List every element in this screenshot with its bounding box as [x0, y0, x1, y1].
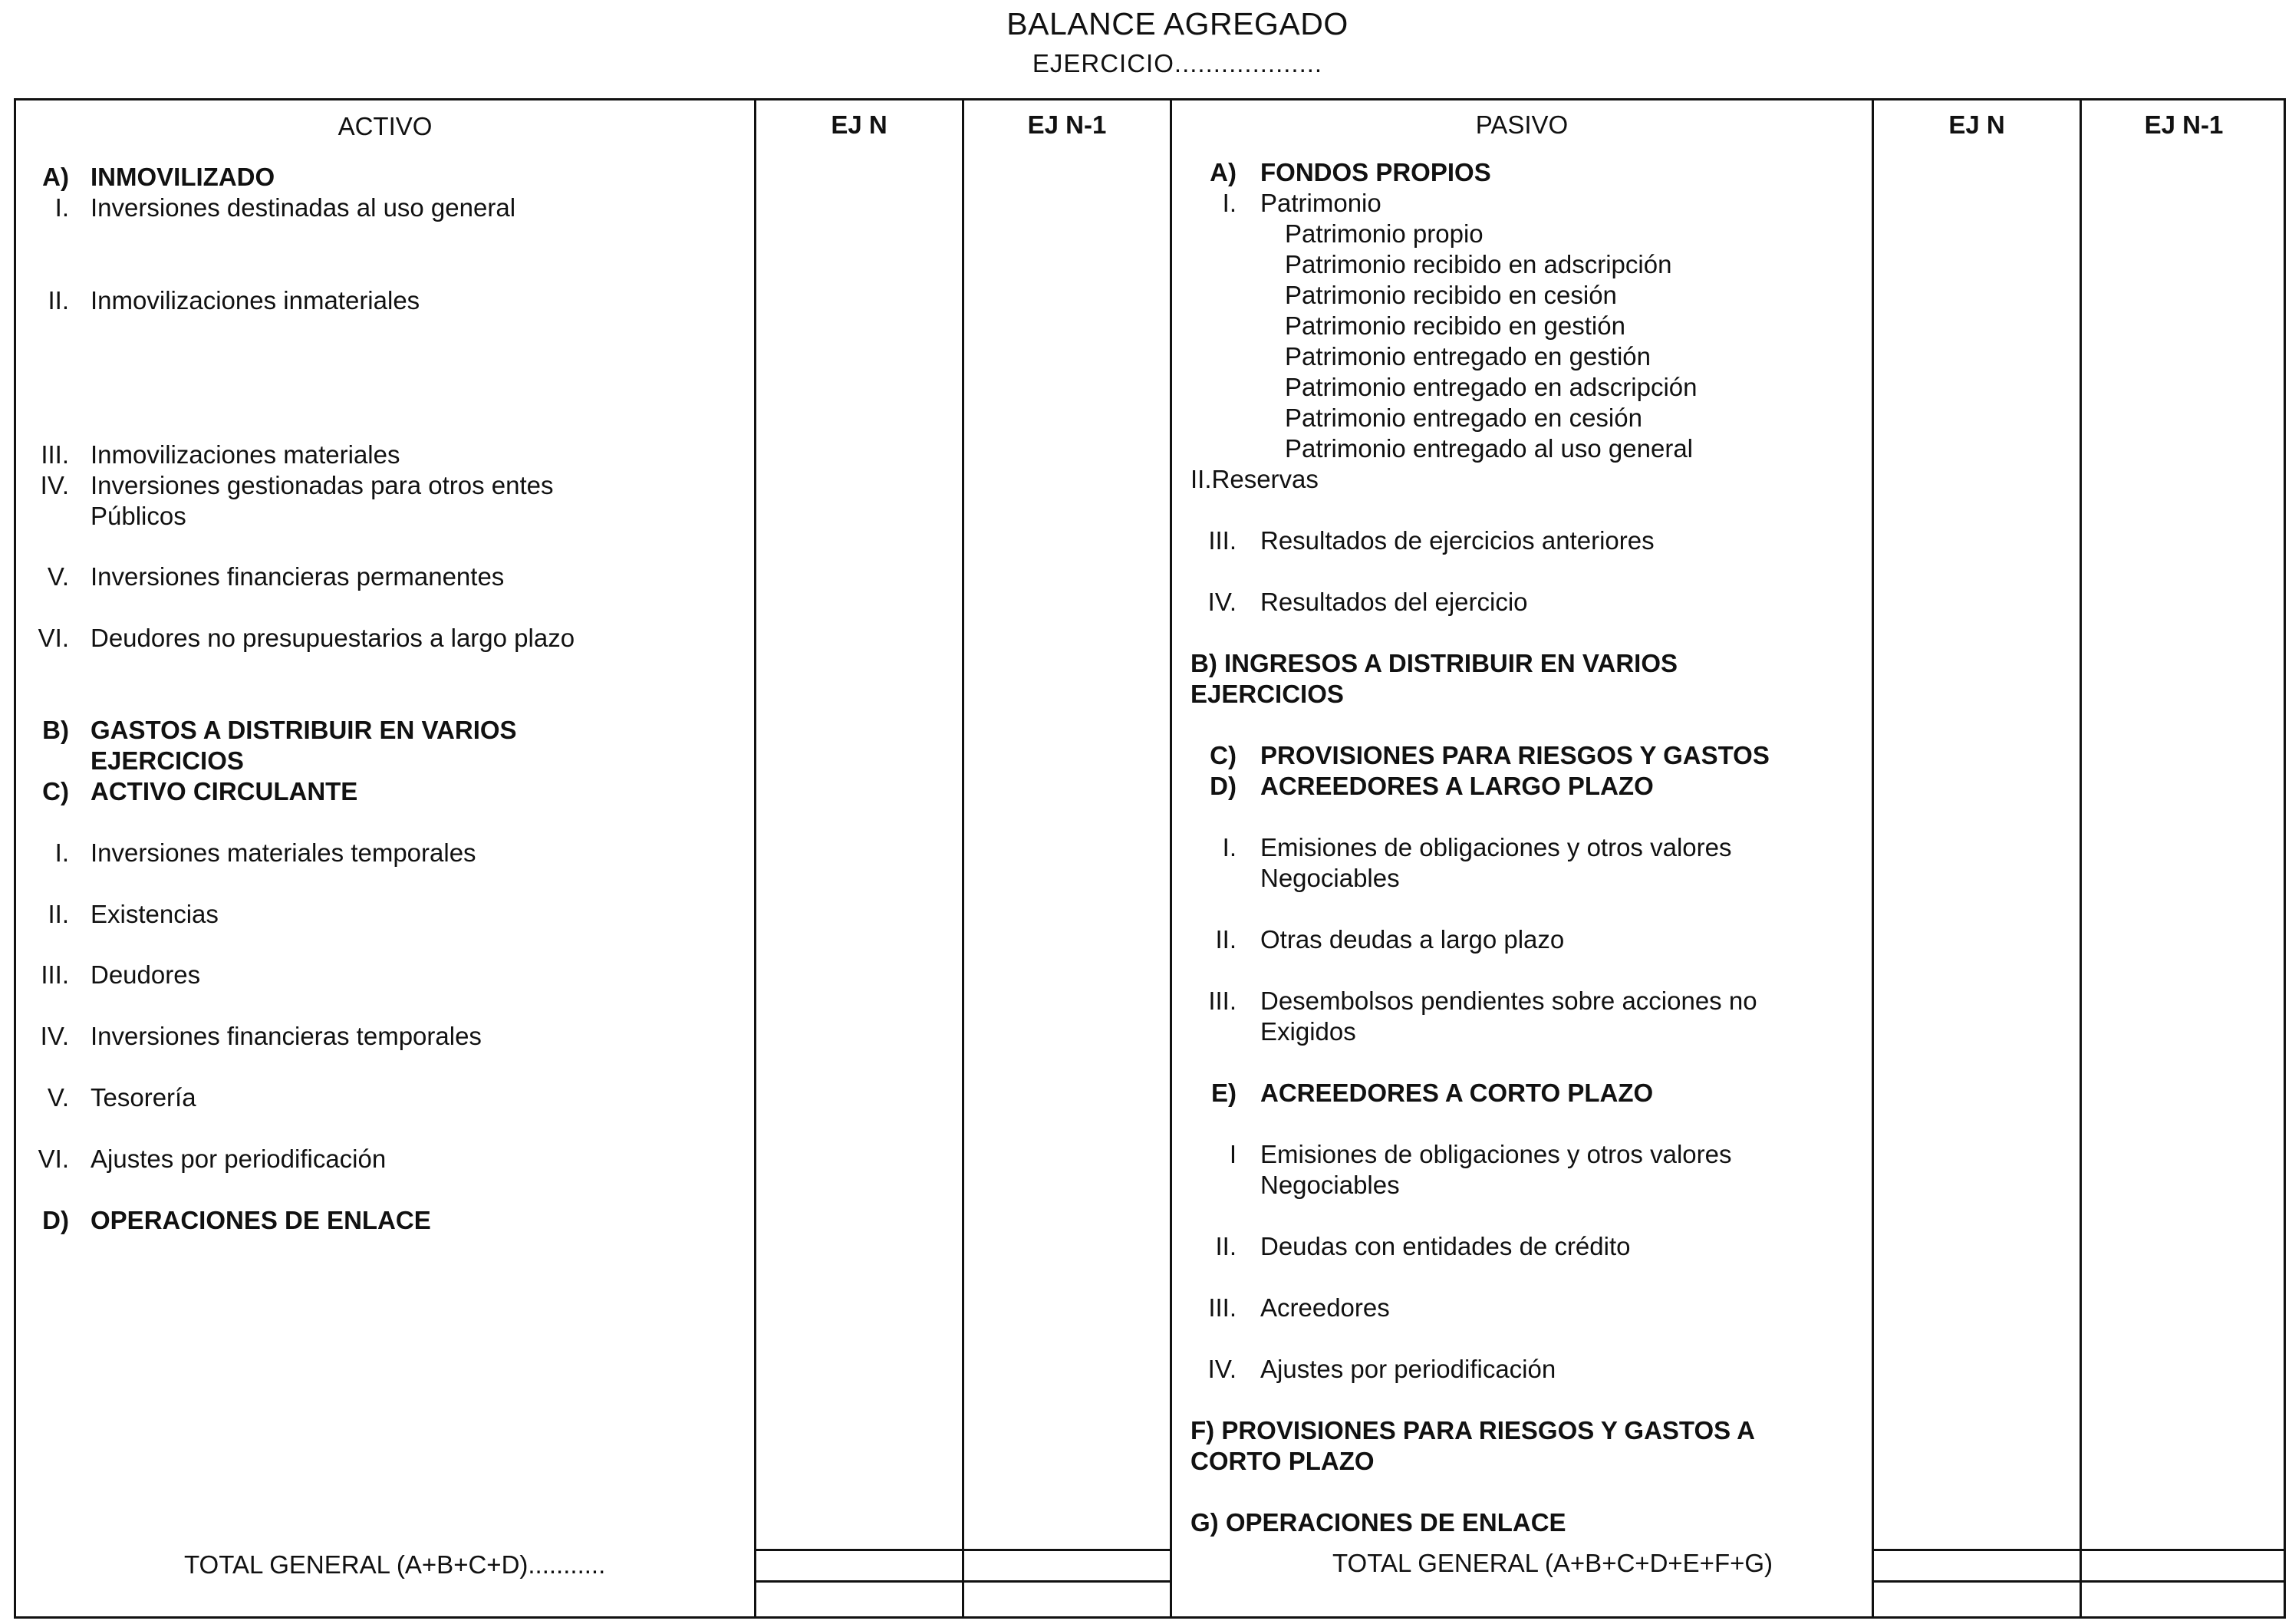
pasivo-line-number: E) [1211, 1079, 1237, 1107]
pasivo-line-number: I. [1222, 189, 1237, 217]
activo-line-number: IV. [40, 1022, 69, 1050]
activo-line-text: EJERCICIOS [91, 746, 244, 775]
pasivo-line-text: Emisiones de obligaciones y otros valores [1260, 833, 1732, 861]
activo-col-ejn1: EJ N-1 [1027, 110, 1107, 139]
pasivo-line-text: Patrimonio recibido en cesión [1285, 281, 1617, 309]
activo-line-number: VI. [38, 1145, 69, 1173]
pasivo-line-number: C) [1210, 741, 1237, 769]
activo-line-text: Deudores no presupuestarios a largo plazo [91, 624, 575, 652]
pasivo-line-text: Patrimonio entregado en gestión [1285, 342, 1651, 371]
activo-line-text: Deudores [91, 960, 201, 989]
pasivo-line-number: III. [1208, 987, 1237, 1015]
pasivo-line-text: CORTO PLAZO [1190, 1447, 1375, 1475]
activo-line-number: A) [42, 163, 69, 191]
total-row-line [1872, 1580, 2286, 1583]
total-row-line [754, 1549, 1172, 1551]
page-subtitle: EJERCICIO................... [1032, 49, 1323, 77]
activo-line-text: Inversiones financieras permanentes [91, 562, 505, 591]
activo-line-number: I. [54, 838, 69, 867]
activo-line-text: Inmovilizaciones inmateriales [91, 286, 420, 315]
pasivo-line-text: Deudas con entidades de crédito [1260, 1232, 1631, 1260]
activo-line-number: D) [42, 1206, 69, 1234]
pasivo-line-text: PROVISIONES PARA RIESGOS Y GASTOS [1260, 741, 1770, 769]
total-row-line [1872, 1549, 2286, 1551]
pasivo-line-number: IV. [1207, 588, 1237, 616]
pasivo-line-text: Resultados de ejercicios anteriores [1260, 526, 1655, 555]
activo-line-number: VI. [38, 624, 69, 652]
column-divider [2080, 98, 2082, 1619]
pasivo-line-text: Patrimonio propio [1285, 219, 1484, 248]
pasivo-line-text: ACREEDORES A LARGO PLAZO [1260, 772, 1654, 800]
pasivo-line-number: II. [1215, 925, 1237, 954]
pasivo-line-text: Negociables [1260, 1171, 1400, 1199]
pasivo-line-text: Patrimonio recibido en gestión [1285, 311, 1625, 340]
activo-line-number: V. [47, 562, 69, 591]
pasivo-total-label: TOTAL GENERAL (A+B+C+D+E+F+G) [1332, 1549, 1773, 1577]
pasivo-line-number: III. [1208, 526, 1237, 555]
activo-line-number: III. [41, 440, 69, 469]
activo-line-text: GASTOS A DISTRIBUIR EN VARIOS [91, 716, 517, 744]
activo-line-text: Inversiones materiales temporales [91, 838, 476, 867]
activo-line-text: Inversiones destinadas al uso general [91, 193, 516, 222]
pasivo-line-number: II. [1215, 1232, 1237, 1260]
pasivo-line-text: EJERCICIOS [1190, 680, 1344, 708]
activo-line-text: Tesorería [91, 1083, 196, 1112]
activo-line-number: III. [41, 960, 69, 989]
pasivo-line-number: III. [1208, 1293, 1237, 1322]
page-title: BALANCE AGREGADO [1006, 6, 1349, 41]
pasivo-line-text: ACREEDORES A CORTO PLAZO [1260, 1079, 1654, 1107]
pasivo-line-text: Ajustes por periodificación [1260, 1355, 1556, 1383]
pasivo-line-text: Patrimonio entregado en adscripción [1285, 373, 1698, 401]
pasivo-line-text: Patrimonio entregado en cesión [1285, 404, 1642, 432]
activo-line-number: V. [47, 1083, 69, 1112]
activo-line-text: Inversiones financieras temporales [91, 1022, 482, 1050]
pasivo-line-text: Patrimonio recibido en adscripción [1285, 250, 1672, 278]
activo-line-number: B) [42, 716, 69, 744]
activo-line-number: C) [42, 777, 69, 805]
activo-line-text: ACTIVO CIRCULANTE [91, 777, 358, 805]
pasivo-line-number: IV. [1207, 1355, 1237, 1383]
activo-line-number: II. [48, 900, 69, 928]
pasivo-line-text: Patrimonio [1260, 189, 1381, 217]
activo-line-text: Existencias [91, 900, 219, 928]
pasivo-line-text: FONDOS PROPIOS [1260, 158, 1491, 186]
pasivo-header: PASIVO [1475, 110, 1569, 139]
pasivo-line-text: Acreedores [1260, 1293, 1390, 1322]
pasivo-line-text: Emisiones de obligaciones y otros valores [1260, 1140, 1732, 1168]
pasivo-line-number: A) [1210, 158, 1237, 186]
pasivo-line-number: D) [1210, 772, 1237, 800]
pasivo-line-text: Desembolsos pendientes sobre acciones no [1260, 987, 1757, 1015]
pasivo-line-text: Exigidos [1260, 1017, 1356, 1046]
activo-line-number: II. [48, 286, 69, 315]
pasivo-line-number: I [1229, 1140, 1237, 1168]
activo-header: ACTIVO [338, 112, 433, 140]
pasivo-line-text: Resultados del ejercicio [1260, 588, 1528, 616]
column-divider [1872, 98, 1874, 1619]
column-divider [962, 98, 964, 1619]
column-divider [1170, 98, 1172, 1619]
activo-line-text: Inmovilizaciones materiales [91, 440, 400, 469]
total-row-line [754, 1580, 1172, 1583]
activo-total-label: TOTAL GENERAL (A+B+C+D)........... [184, 1550, 606, 1579]
pasivo-line-text: G) OPERACIONES DE ENLACE [1190, 1508, 1566, 1537]
pasivo-line-text: Otras deudas a largo plazo [1260, 925, 1565, 954]
activo-line-text: OPERACIONES DE ENLACE [91, 1206, 431, 1234]
activo-line-number: IV. [40, 471, 69, 499]
activo-line-text: Ajustes por periodificación [91, 1145, 387, 1173]
pasivo-col-ejn1: EJ N-1 [2144, 110, 2224, 139]
activo-line-text: Públicos [91, 502, 186, 530]
pasivo-col-ejn: EJ N [1948, 110, 2005, 139]
pasivo-line-text: Patrimonio entregado al uso general [1285, 434, 1694, 463]
pasivo-line-text: II.Reservas [1190, 465, 1319, 493]
activo-col-ejn: EJ N [831, 110, 887, 139]
pasivo-line-number: I. [1222, 833, 1237, 861]
activo-line-number: I. [54, 193, 69, 222]
column-divider [754, 98, 756, 1619]
activo-line-text: Inversiones gestionadas para otros entes [91, 471, 554, 499]
activo-line-text: INMOVILIZADO [91, 163, 275, 191]
pasivo-line-text: Negociables [1260, 864, 1400, 892]
pasivo-line-text: B) INGRESOS A DISTRIBUIR EN VARIOS [1190, 649, 1678, 677]
pasivo-line-text: F) PROVISIONES PARA RIESGOS Y GASTOS A [1190, 1416, 1755, 1444]
